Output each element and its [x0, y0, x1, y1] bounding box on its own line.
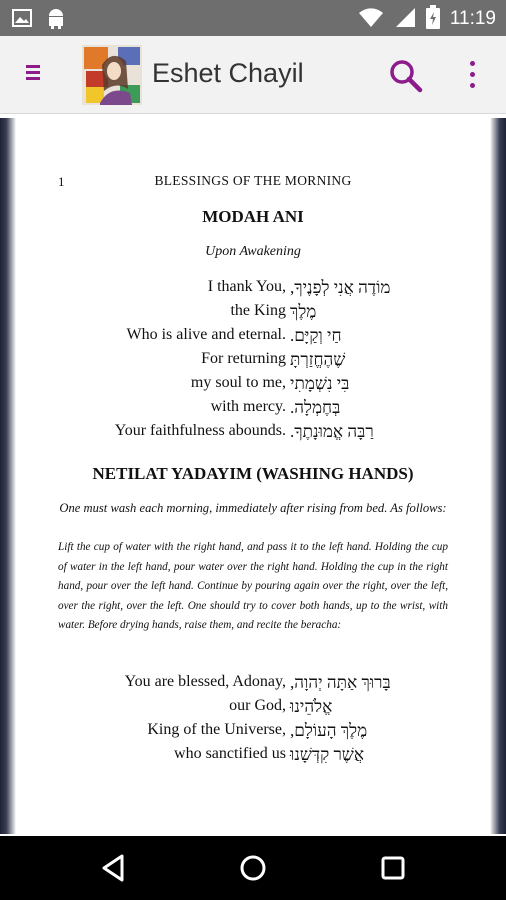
back-icon — [98, 869, 130, 888]
prayer-english: who sanctified us — [174, 745, 286, 762]
search-button[interactable] — [386, 56, 426, 96]
clock: 11:19 — [449, 8, 496, 29]
prayer-hebrew: רַבָּה אֱמוּנָתֶךָ. — [290, 422, 374, 441]
menu-button[interactable] — [22, 62, 46, 88]
status-bar — [0, 0, 506, 36]
prayer-english: You are blessed, Adonay, — [124, 673, 286, 690]
home-icon — [237, 869, 269, 888]
prayer-line — [16, 374, 490, 398]
prayer-english: King of the Universe, — [147, 721, 286, 738]
prayer-line — [16, 278, 490, 302]
section-title-netilat-yadayim: NETILAT YADAYIM (WASHING HANDS) — [92, 464, 414, 483]
prayer-hebrew: מוֹדֶה אֲנִי לְפָנֶיךָ, — [290, 278, 391, 297]
recents-icon — [377, 869, 409, 888]
wifi-icon — [358, 6, 384, 32]
prayer-hebrew: אֱלֹהֵינוּ — [290, 697, 333, 716]
section-title-modah-ani: MODAH ANI — [202, 207, 304, 226]
prayer-hebrew: בָּרוּךְ אַתָּה יְהוָה, — [290, 673, 391, 692]
app-bar — [0, 36, 506, 114]
prayer-english: For returning — [201, 350, 286, 367]
image-icon — [12, 9, 32, 31]
android-icon — [46, 7, 66, 33]
prayer-english: my soul to me, — [190, 374, 286, 391]
prayer-line — [16, 697, 490, 721]
section-subtitle: Upon Awakening — [205, 244, 301, 259]
prayer-line — [16, 422, 490, 446]
prayer-line — [16, 326, 490, 350]
home-button[interactable] — [237, 852, 269, 884]
prayer-hebrew: שֶׁהֶחֱזַרְתָּ — [290, 350, 346, 369]
prayer-line — [16, 398, 490, 422]
prayer-line — [16, 302, 490, 326]
app-logo — [82, 45, 142, 105]
search-icon — [386, 81, 426, 100]
book-page[interactable] — [16, 118, 490, 834]
page-edge-left — [0, 118, 16, 834]
app-title: Eshet Chayil — [152, 58, 304, 88]
instruction-text: One must wash each morning, immediately after rising from bed. As follows: — [59, 501, 447, 515]
battery-icon — [426, 5, 440, 33]
prayer-hebrew: חַי וְקַיָּם. — [290, 326, 342, 345]
prayer-line — [16, 673, 490, 697]
overflow-menu-button[interactable] — [462, 56, 482, 96]
prayer-hebrew: בְּחֶמְלָה. — [290, 398, 341, 417]
prayer-hebrew: בִּי נִשְׁמָתִי — [290, 374, 350, 393]
signal-icon — [394, 6, 416, 32]
page-number: 1 — [58, 174, 65, 189]
prayer-line — [16, 721, 490, 745]
prayer-english: Who is alive and eternal. — [126, 326, 286, 343]
recents-button[interactable] — [377, 852, 409, 884]
prayer-english: the King — [230, 302, 286, 319]
prayer-english: I thank You, — [207, 278, 286, 295]
prayer-hebrew: מֶלֶךְ — [290, 302, 317, 321]
prayer-hebrew: אֲשֶׁר קִדְּשָׁנוּ — [290, 745, 365, 764]
page-edge-right — [490, 118, 506, 834]
back-button[interactable] — [98, 852, 130, 884]
prayer-hebrew: מֶלֶךְ הָעוֹלָם, — [290, 721, 368, 740]
prayer-english: with mercy. — [210, 398, 286, 415]
prayer-english: Your faithfulness abounds. — [114, 422, 286, 439]
navigation-bar — [0, 836, 506, 900]
prayer-line — [16, 745, 490, 769]
prayer-english: our God, — [229, 697, 286, 714]
prayer-line — [16, 350, 490, 374]
running-head: BLESSINGS OF THE MORNING — [154, 173, 352, 188]
instruction-details: Lift the cup of water with the right hand, and pass it to the left hand. Holding the cup of water in the left hand, pour water over the right hand. Holding the cup in the right hand, pour over the left hand. Continue by pouring again over the right, over the left, over the right, over the left. One should try to cover both hands, up to the wrist, with water. Before drying hands, raise them, and recite the beracha: — [58, 541, 448, 632]
